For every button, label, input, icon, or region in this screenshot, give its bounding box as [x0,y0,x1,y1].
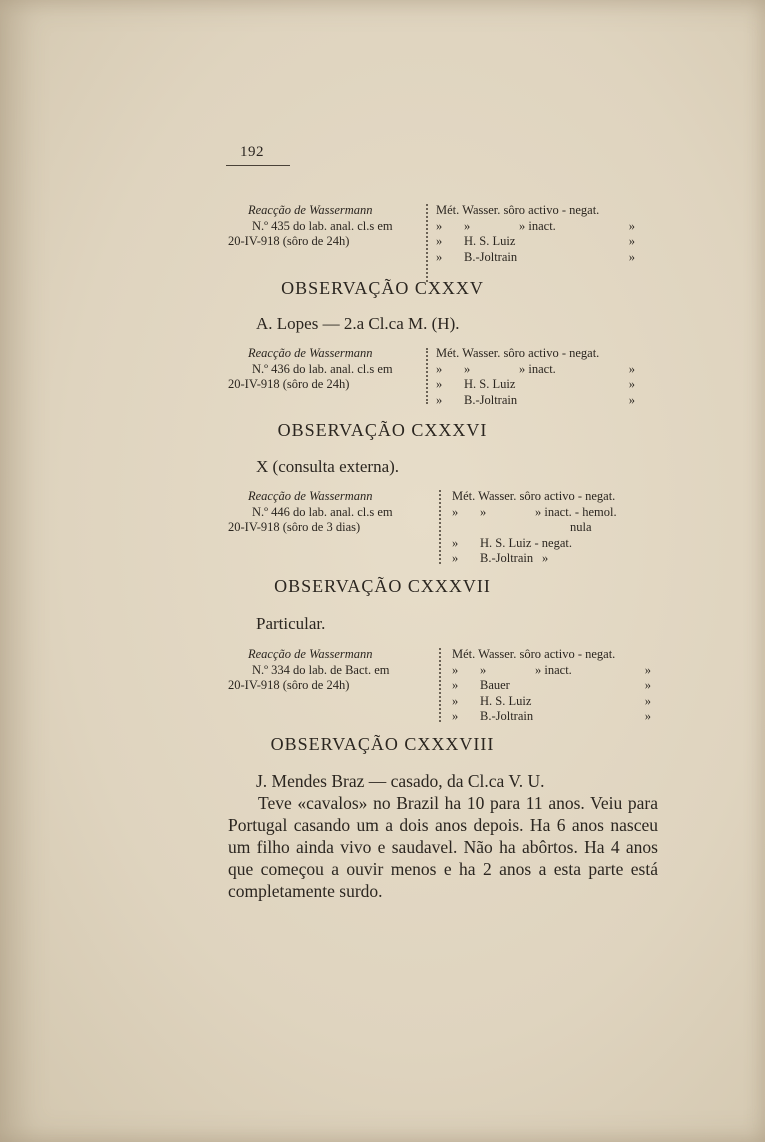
case-text [228,770,658,902]
method-name: H. S. Luiz [464,234,516,248]
results-1 [436,203,641,265]
ditto-mark: » [436,392,443,407]
result-text: » inact. - hemol. [535,504,617,519]
date-line: 20-IV-918 (sôro de 24h) [228,377,350,391]
ditto-mark: » [436,218,443,233]
reaction-label: Reacção de Wassermann [248,203,373,217]
patient-line: Particular. [256,614,326,633]
ditto-mark: » [628,377,635,391]
ditto-mark: » [452,662,459,677]
results-3 [452,489,657,567]
ditto-mark: » [452,693,459,708]
result-text: » inact. [535,662,572,677]
method-name: B.-Joltrain [480,709,534,723]
reaction-label: Reacção de Wassermann [248,489,373,503]
lab-reference-3 [228,489,414,536]
ditto-mark: » [644,693,651,708]
ditto-mark: » [464,218,471,233]
ditto-mark: » [436,361,443,376]
method-name: H. S. Luiz [480,693,532,708]
ditto-mark: » [436,377,443,391]
ditto-mark: » [628,249,635,264]
reaction-label: Reacção de Wassermann [248,647,373,661]
date-line: 20-IV-918 (sôro de 3 dias) [228,520,361,534]
case-paragraph: Teve «cavalos» no Brazil ha 10 para 11 anos. Veiu para Portugal casando um a dois anos depois. Ha 6 anos nasceu um filho ainda vivo e saudavel. Não ha abôrtos. Ha 4 anos que começou a ouvir menos e ha 2 anos a esta parte está completamente surdo. [228,793,658,901]
result-line: Mét. Wasser. sôro activo - negat. [436,203,600,217]
result-text: nula [570,520,592,534]
method-name: B.-Joltrain [464,392,518,407]
observation-heading: OBSERVAÇÃO CXXXV [281,278,484,298]
ditto-mark: » [480,662,487,677]
observation-heading: OBSERVAÇÃO CXXXVII [274,576,491,596]
patient-line: J. Mendes Braz — casado, da Cl.ca V. U. [256,771,545,791]
ditto-mark: » [644,662,651,677]
ditto-mark: » [452,709,459,723]
ditto-mark: » [628,218,635,233]
ditto-mark: » [436,249,443,264]
ditto-mark: » [480,504,487,519]
date-line: 20-IV-918 (sôro de 24h) [228,678,350,692]
lab-reference-2 [228,346,414,393]
ditto-mark: » [452,504,459,519]
observation-heading: OBSERVAÇÃO CXXXVI [277,420,488,440]
ditto-mark: » [452,551,459,565]
lab-line: N.º 436 do lab. anal. cl.s em [252,361,393,376]
result-line: Mét. Wasser. sôro activo - negat. [436,346,600,360]
dotted-separator [426,348,428,404]
method-name: B.-Joltrain [480,551,534,565]
ditto-mark: » [452,678,459,692]
dotted-separator [426,204,428,282]
lab-line: N.º 435 do lab. anal. cl.s em [252,218,393,233]
result-text: » inact. [519,361,556,376]
ditto-mark: » [464,361,471,376]
observation-heading: OBSERVAÇÃO CXXXVIII [270,734,495,754]
ditto-mark: » [452,535,459,550]
ditto-mark: » [644,678,651,692]
method-name: B.-Joltrain [464,249,518,264]
ditto-mark: » [644,709,651,723]
dotted-separator [439,490,441,564]
ditto-mark: » [628,361,635,376]
results-4 [452,647,657,725]
ditto-mark: » [436,234,443,248]
lab-line: N.º 334 do lab. de Bact. em [252,662,390,677]
result-line: Mét. Wasser. sôro activo - negat. [452,647,616,661]
page-number: 192 [240,144,264,160]
method-name: H. S. Luiz [464,377,516,391]
method-name: Bauer [480,678,510,692]
ditto-mark: » [628,234,635,248]
results-2 [436,346,641,408]
lab-reference-4 [228,647,414,694]
result-line: Mét. Wasser. sôro activo - negat. [452,489,616,503]
ditto-mark: » [628,392,635,407]
patient-line: A. Lopes — 2.a Cl.ca M. (H). [256,314,460,333]
result-text: » inact. [519,218,556,233]
dotted-separator [439,648,441,722]
lab-reference-1 [228,203,414,250]
ditto-mark: » [542,551,549,565]
lab-line: N.º 446 do lab. anal. cl.s em [252,504,393,519]
page-number-rule [226,165,290,166]
reaction-label: Reacção de Wassermann [248,346,373,360]
patient-line: X (consulta externa). [256,457,400,476]
method-name: H. S. Luiz - negat. [480,535,572,550]
date-line: 20-IV-918 (sôro de 24h) [228,234,350,248]
